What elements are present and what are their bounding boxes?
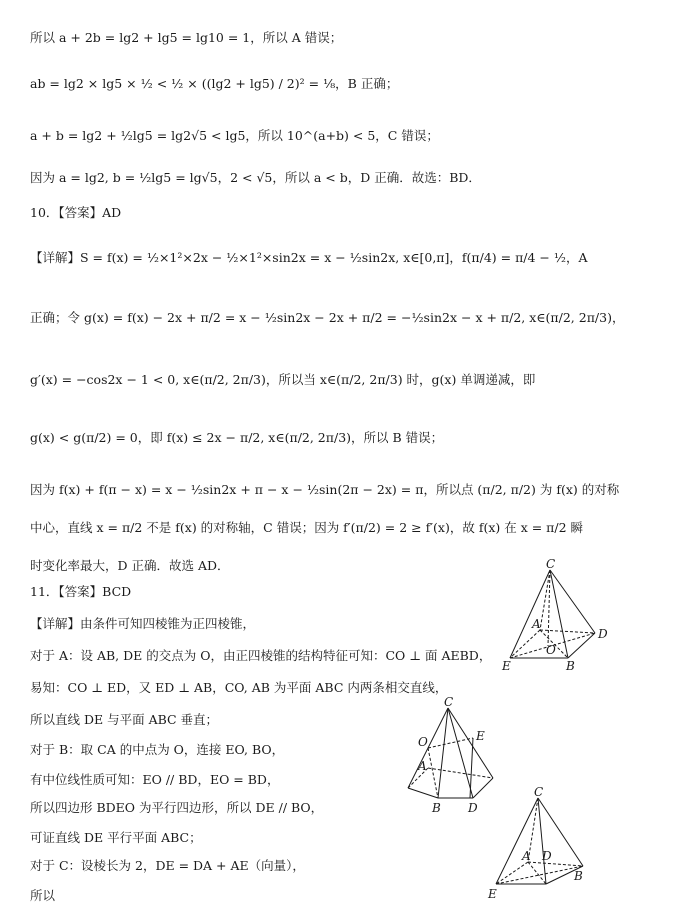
fig1-label-B: B: [566, 659, 575, 673]
text-line-6: 【详解】S = f(x) = ½×1²×2x − ½×1²×sin2x = x − ½sin2x, x∈[0,π]，f(π/4) = π/4 − ½，A: [30, 250, 588, 265]
fig1-label-C: C: [546, 557, 556, 571]
text-line-11: 中心，直线 x = π/2 不是 f(x) 的对称轴，C 错误；因为 f′(π/2) = 2 ≥ f′(x)，故 f(x) 在 x = π/2 瞬: [30, 520, 584, 535]
fig2-label-O: O: [418, 735, 428, 749]
text-line-4: 因为 a = lg2, b = ½lg5 = lg√5，2 < √5，所以 a < b，D 正确．故选：BD．: [30, 170, 481, 185]
fig1-label-A: A: [532, 617, 541, 631]
text-line-1: 所以 a + 2b = lg2 + lg5 = lg10 = 1，所以 A 错误；: [30, 30, 343, 45]
fig2-label-B: B: [432, 801, 441, 815]
text-line-17: 所以直线 DE 与平面 ABC 垂直；: [30, 712, 219, 727]
fig2-label-A: A: [418, 759, 427, 773]
text-line-7: 正确；令 g(x) = f(x) − 2x + π/2 = x − ½sin2x − 2x + π/2 = −½sin2x − x + π/2, x∈(π/2, 2π/3)，: [30, 310, 625, 325]
text-line-8: g′(x) = −cos2x − 1 < 0, x∈(π/2, 2π/3)，所以当 x∈(π/2, 2π/3) 时，g(x) 单调递减，即: [30, 372, 536, 387]
text-line-20: 所以四边形 BDEO 为平行四边形，所以 DE // BO，: [30, 800, 324, 815]
pyramid-figure-1: [500, 558, 620, 678]
fig3-label-C: C: [534, 785, 544, 799]
fig1-label-E: E: [502, 659, 511, 673]
answer-11: 11．【答案】BCD: [30, 584, 132, 599]
text-line-19: 有中位线性质可知：EO // BD，EO = BD，: [30, 772, 280, 787]
text-line-22: 对于 C：设棱长为 2，DE = DA + AE（向量），: [30, 858, 305, 873]
text-line-3: a + b = lg2 + ½lg5 = lg2√5 < lg5，所以 10^(a+b) < 5，C 错误；: [30, 128, 439, 143]
fig3-label-A: A: [522, 849, 531, 863]
fig3-label-B: B: [574, 869, 583, 883]
text-line-14: 【详解】由条件可知四棱锥为正四棱锥，: [30, 616, 256, 631]
text-line-15: 对于 A：设 AB, DE 的交点为 O，由正四棱锥的结构特征可知：CO ⊥ 面 AEBD，: [30, 648, 492, 663]
pyramid-figure-3: [488, 784, 598, 904]
text-line-21: 可证直线 DE 平行平面 ABC；: [30, 830, 202, 845]
text-line-10: 因为 f(x) + f(π − x) = x − ½sin2x + π − x − ½sin(2π − 2x) = π，所以点 (π/2, π/2) 为 f(x) 的对称: [30, 482, 620, 497]
text-line-18: 对于 B：取 CA 的中点为 O，连接 EO, BO，: [30, 742, 285, 757]
fig3-label-E: E: [488, 887, 497, 901]
fig1-label-O: O: [546, 643, 556, 657]
answer-10: 10．【答案】AD: [30, 205, 122, 220]
fig3-label-D: D: [542, 849, 552, 863]
fig2-label-C: C: [444, 695, 454, 709]
fig1-label-D: D: [598, 627, 608, 641]
text-line-12: 时变化率最大，D 正确．故选 AD．: [30, 558, 230, 573]
fig2-label-D: D: [468, 801, 478, 815]
fig2-label-E: E: [476, 729, 485, 743]
text-line-2: ab = lg2 × lg5 × ½ < ½ × ((lg2 + lg5) / 2)² = ⅛，B 正确；: [30, 76, 399, 91]
text-line-16: 易知：CO ⊥ ED，又 ED ⊥ AB，CO, AB 为平面 ABC 内两条相交直线，: [30, 680, 448, 695]
text-line-23: 所以: [30, 888, 56, 903]
text-line-9: g(x) < g(π/2) = 0，即 f(x) ≤ 2x − π/2, x∈(π/2, 2π/3)，所以 B 错误；: [30, 430, 444, 445]
